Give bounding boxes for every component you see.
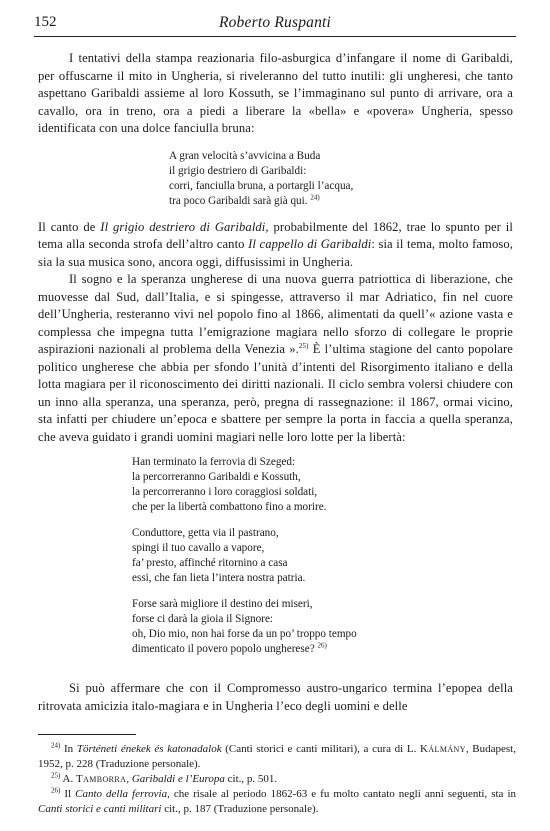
verse-line: che per la libertà combattono fino a morire. — [132, 501, 327, 513]
verse-stanza — [132, 526, 513, 586]
footnotes — [38, 734, 516, 817]
footnote-26: $^{26)}$ Il Canto della ferrovia, che risale al periodo 1862-63 e fu molto cantato negli anni seguenti, sta in Canti storici e canti militari cit., p. 187 (Traduzione personale). — [38, 786, 517, 815]
verse-line: dimenticato il povero popolo ungherese? $^{26)}$ — [132, 641, 327, 655]
verse-stanza — [132, 455, 513, 515]
running-title: Roberto Ruspanti — [218, 14, 332, 31]
footnote-25: $^{25)}$ A. Tamborra, Garibaldi e l’Europa cit., p. 501. — [51, 771, 278, 785]
paragraph-2: Il canto de Il grigio destriero di Garibaldi, probabilmente del 1862, trae lo spunto per il tema alla seconda strofa dell’altro canto Il cappello di Garibaldi: sia il tema, molto famoso, sia la sua musica sono, ancora oggi, diffusissimi in Ungheria. — [38, 219, 513, 269]
verse-line: essi, che fan lieta l’intera nostra patria. — [132, 572, 306, 584]
footnote-ref-25: 25) — [298, 341, 309, 350]
verse-line: tra poco Garibaldi sarà già qui. $^{24)}$ — [169, 192, 320, 207]
verse-line: A gran velocità s’avvicina a Buda — [169, 149, 321, 162]
paragraph-4: Si può affermare che con il Compromesso austro-ungarico termina l’epopea della ritrovata amicizia italo-magiara e in Ungheria l’eco degli uomini e delle — [38, 681, 513, 713]
paragraph-1: I tentativi della stampa reazionaria filo-asburgica d’infangare il nome di Garibaldi, per offuscarne il mito in Ungheria, si riveleranno del tutto inutili: gli ungheresi, che tanto aspettano Garibaldi assieme al loro Kossuth, se l’immaginano sul punto di arrivare, ora a cavallo, ora in treno, ora a piedi a liberare la «bella» e «povera» Ungheria, spesso identificata con una dolce fanciulla bruna: — [38, 51, 513, 135]
verse-line: Conduttore, getta via il pastrano, — [132, 527, 279, 539]
paragraph-3: Il sogno e la speranza ungherese di una nuova guerra patriottica di liberazione, che muovesse dal Sud, dall’Italia, e si spingesse, attraverso il mar Adriatico, fin nel cuore dell’Ungheria, resteranno vivi nel popolo fino al 1866, alimentati da quell’« azione vasta e complessa che impegna tutta l’emigrazione magiara nello sforzo di collegare le proprie aspirazioni nazionali al problema della Venezia ».$^{25)}$ È l’ultima stagione del canto popolare politico ungherese che abbia per sfondo l’unità d’intenti del Risorgimento italiano e della lotta magiara per il riconoscimento dei diritti nazionali. Il ciclo sembra volersi chiudere con un inno alla speranza, una speranza, però, pregna di rassegnazione: il 1867, ormai vicino, sta infatti per chiudere un’epoca e sbattere per sempre la porta in faccia a quella speranza, che aveva guidato i grandi uomini magiari nelle loro lotte per la libertà: — [38, 272, 513, 444]
verse-line: corri, fanciulla bruna, a portargli l’acqua, — [169, 179, 354, 192]
footnote-rule — [38, 734, 136, 735]
page-number: 152 — [34, 14, 57, 30]
verse-line: Forse sarà migliore il destino dei miseri, — [132, 598, 313, 610]
verse-line: la percorreranno Garibaldi e Kossuth, — [132, 471, 301, 483]
verse-stanza — [132, 597, 513, 657]
footnote-ref-26: 26) — [317, 641, 327, 650]
verse-line: il grigio destriero di Garibaldi: — [169, 164, 307, 177]
song-title: Il cappello di Garibaldi — [248, 237, 372, 251]
verse-quote-2 — [132, 455, 513, 657]
verse-line: Han terminato la ferrovia di Szeged: — [132, 456, 296, 468]
verse-quote-1 — [169, 149, 513, 209]
verse-line: fa’ presto, affinché ritornino a casa — [132, 557, 288, 569]
verse-line: forse ci darà la gioia il Signore: — [132, 613, 274, 625]
verse-line: oh, Dio mio, non hai forse da un po’ troppo tempo — [132, 628, 357, 640]
footnote-ref-24: 24) — [310, 192, 320, 201]
verse-line: la percorreranno i loro coraggiosi soldati, — [132, 486, 318, 498]
verse-line: spingi il tuo cavallo a vapore, — [132, 542, 265, 554]
main-text — [38, 50, 513, 715]
page-header — [34, 14, 516, 37]
footnote-24: $^{24)}$ In Történeti énekek és katonadalok (Canti storici e canti militari), a cura di L. Kálmány, Budapest, 1952, p. 228 (Traduzione personale). — [38, 741, 516, 770]
song-title: Il grigio destriero di Garibaldi — [100, 219, 266, 234]
